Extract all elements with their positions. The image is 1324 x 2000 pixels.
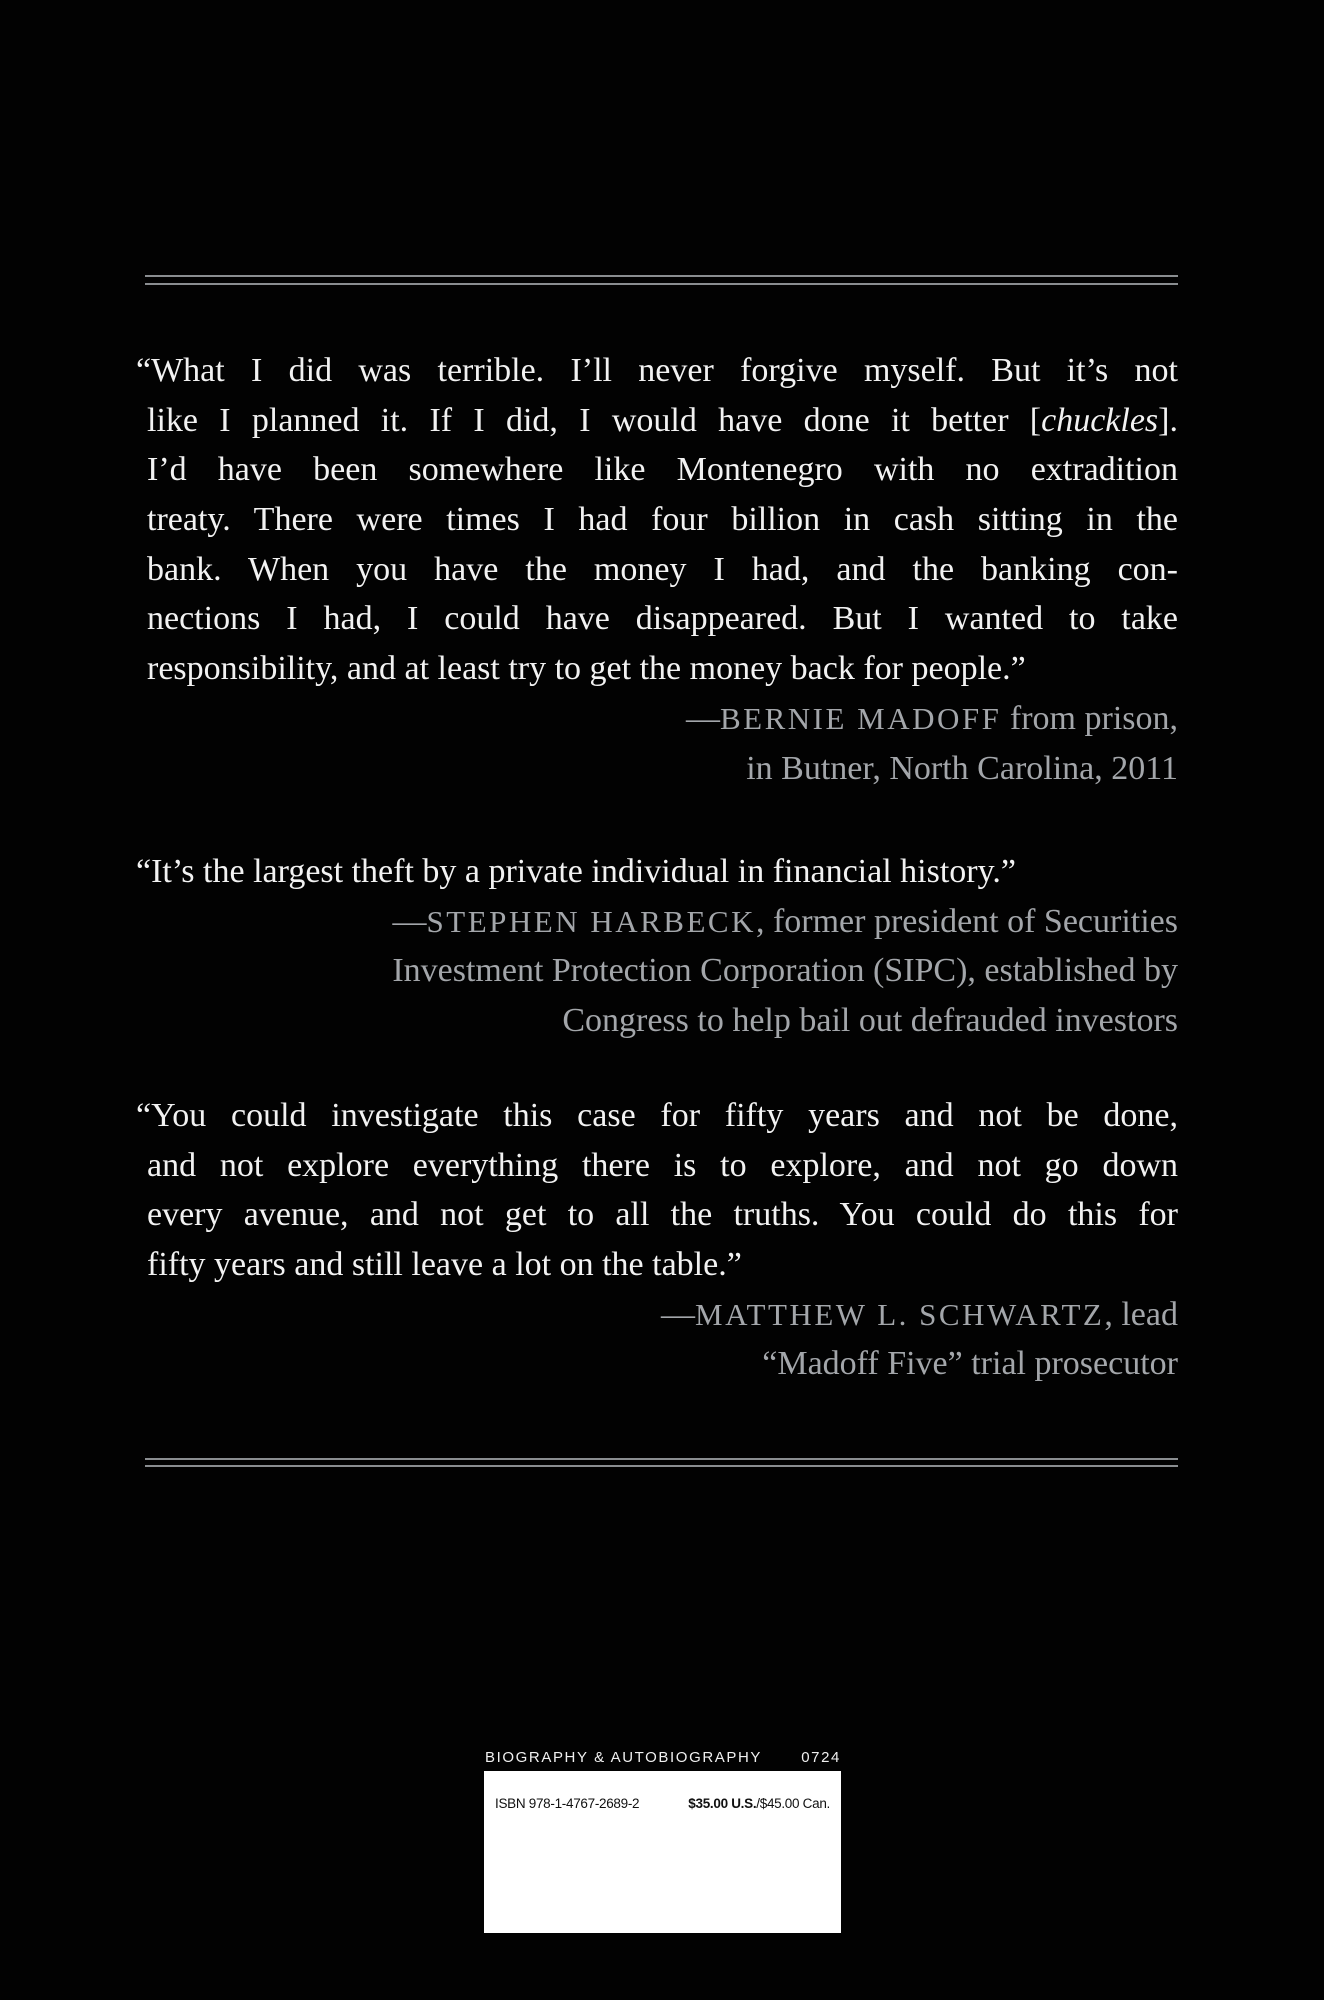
quote-line: fifty years and still leave a lot on the table.” (147, 1246, 742, 1284)
quote-text: like I planned it. If I did, I would have done it better [ (147, 401, 1042, 439)
attribution-line: Investment Protection Corporation (SIPC), established by (392, 952, 1178, 990)
quote-line (147, 396, 1178, 446)
quote-line: “You could investigate this case for fifty years and not be done, (136, 1097, 1178, 1134)
quote-line: responsibility, and at least try to get the money back for people.” (147, 650, 1026, 688)
quote-text: ]. (1158, 401, 1178, 439)
quote-line: every avenue, and not get to all the truths. You could do this for (147, 1196, 1178, 1234)
attribution-name: STEPHEN HARBECK (426, 903, 756, 939)
price-separator: / (756, 1795, 760, 1811)
top-rule-lower (145, 283, 1178, 285)
quote-madoff (136, 346, 1178, 793)
attribution-line (147, 694, 1178, 744)
quote-line: and not explore everything there is to explore, and not go down (147, 1146, 1178, 1184)
top-rule-upper (145, 275, 1178, 277)
quote-line: “It’s the largest theft by a private individual in financial history.” (136, 853, 1016, 890)
quote-line: treaty. There were times I had four billion in cash sitting in the (147, 501, 1178, 539)
price (688, 1796, 830, 1811)
attribution-line: “Madoff Five” trial prosecutor (762, 1345, 1178, 1383)
category-code: 0724 (801, 1748, 841, 1766)
quote-line: “What I did was terrible. I’ll never forgive myself. But it’s not (136, 352, 1178, 389)
attribution-line (147, 1290, 1178, 1340)
quote-line: bank. When you have the money I had, and the banking con- (147, 550, 1178, 588)
quote-harbeck (136, 847, 1178, 1046)
attribution-text: from prison, (1001, 699, 1178, 737)
bottom-rule-upper (145, 1458, 1178, 1460)
attribution-name: MATTHEW L. SCHWARTZ (695, 1296, 1105, 1332)
bottom-rule-lower (145, 1465, 1178, 1467)
price-us: $35.00 U.S. (688, 1795, 757, 1811)
attribution-line: Congress to help bail out defrauded investors (562, 1002, 1178, 1040)
quote-line: I’d have been somewhere like Montenegro with no extradition (147, 451, 1178, 489)
price-can: $45.00 Can. (759, 1795, 830, 1811)
bisac-category-row (485, 1745, 841, 1769)
quote-italic-text: chuckles (1041, 401, 1159, 439)
attribution-line: in Butner, North Carolina, 2011 (746, 749, 1178, 787)
isbn: ISBN 978-1-4767-2689-2 (495, 1795, 640, 1811)
em-dash: — (686, 699, 720, 737)
attribution-text: , lead (1104, 1295, 1178, 1333)
isbn-price-row (495, 1791, 830, 1815)
em-dash: — (392, 902, 427, 940)
attribution-text: , former president of Securities (755, 902, 1178, 940)
category-label: BIOGRAPHY & AUTOBIOGRAPHY (485, 1748, 763, 1766)
quote-schwartz (136, 1091, 1178, 1389)
em-dash: — (661, 1295, 696, 1333)
quote-line: nections I had, I could have disappeared. But I wanted to take (147, 600, 1178, 638)
attribution-line (147, 897, 1178, 947)
barcode-box (484, 1771, 841, 1933)
attribution-name: BERNIE MADOFF (720, 700, 1002, 736)
